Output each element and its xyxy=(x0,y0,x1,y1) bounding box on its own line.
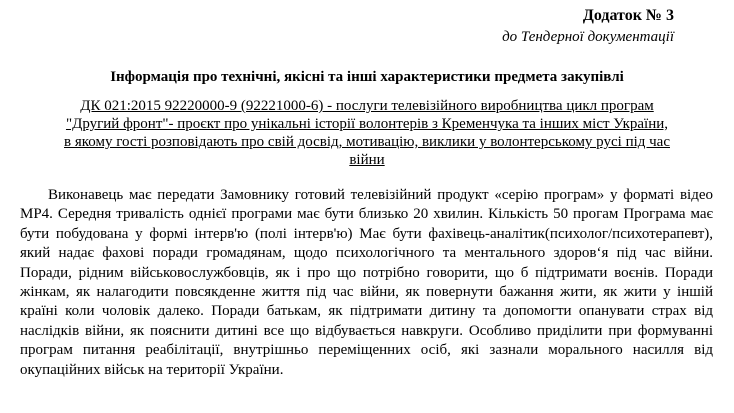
subject-line: "Другий фронт"- проєкт про унікальні історії волонтерів з Кременчука та інших міст України, xyxy=(65,116,669,132)
subject-line: ДК 021:2015 92220000-9 (92221000-6) - послуги телевізійного виробництва цикл програм xyxy=(80,98,654,114)
subject-line: війни xyxy=(349,152,385,168)
document-heading: Інформація про технічні, якісні та інші характеристики предмета закупівлі xyxy=(110,69,624,85)
subject-line: в якому гості розповідають про свій досвід, мотивацію, виклики у волонтерському русі під час xyxy=(64,134,670,150)
annex-subtitle: до Тендерної документації xyxy=(502,29,674,45)
annex-title: Додаток № 3 xyxy=(582,7,674,24)
description-paragraph: Виконавець має передати Замовнику готовий телевізійний продукт «серію програм» у форматі відео MP4. Середня тривалість однієї програми має бути близько 20 хвилин. Кількість 50 прогам Програма має бути побудована у формі інтерв'ю (полі інтерв'ю) Має бути фахівець-аналітик(психолог/психотерапевт), який надає фахові поради громадянам, щодо психологічного та ментального здоров‘я під час війни. Поради, рідним військовослужбовців, як і про що потрібно говорити, що б підтримати воєнів. Поради жінкам, як налагодити повсякденне життя під час війни, як повернути бажання жити, як жити у іншій країні коли чоловік далеко. Поради батькам, як підтримати дитину та допомогти опанувати страх від наслідків війни, як пояснити дитині все що відбувається навкруги. Особливо приділити при формуванні програм питання реабілітації, внутрішньо переміщенних осіб, які зазнали морального насилля від окупаційних військ на території України. xyxy=(20,187,713,378)
procurement-subject xyxy=(24,97,710,169)
